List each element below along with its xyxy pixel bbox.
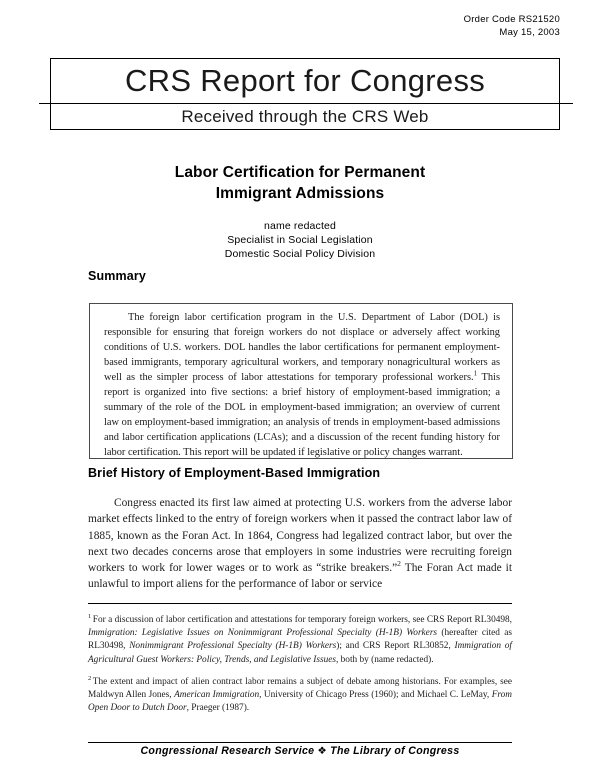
section-heading-summary: Summary [88,269,147,283]
footnote-title-italic: From Open Door to Dutch Door [88,690,513,714]
footnote-text: , Praeger (1987). [186,703,250,714]
footer-rule [88,742,512,743]
summary-box [89,303,513,459]
order-code: Order Code RS21520 [463,14,560,25]
footnote-number: 2 [88,674,92,682]
footnote-entry [88,676,512,716]
banner-title: CRS Report for Congress [124,63,486,98]
footnote-text: The extent and impact of alien contract labor remains a subject of debate among historians. For examples, see Maldwyn Allen Jones, [88,676,512,701]
author-title: Specialist in Social Legislation [227,234,373,247]
footnote-title-italic: Nonimmigrant Professional Specialty (H-1B) Workers [129,641,337,652]
footnote-text: , both by (name redacted). [336,654,434,665]
footer-right-text: The Library of Congress [330,745,460,757]
footer-left-text: Congressional Research Service [140,745,315,757]
summary-footnote-marker: 1 [473,369,478,378]
footnote-entry [88,614,512,667]
page-footer [88,745,512,757]
author-division: Domestic Social Policy Division [224,248,376,261]
footnote-text: For a discussion of labor certification and attestations for temporary foreign workers, see CRS Report RL30498, [92,615,512,625]
footnote-number: 1 [88,612,92,620]
diamond-icon: ❖ [317,745,328,757]
body-text-part-2: The Foran Act made it unlawful to import aliens for the performance of labor or service [88,562,512,591]
footnote-text: (hereafter cited as RL30498, [88,628,513,652]
page-title-line-2: Immigrant Admissions [215,185,385,202]
footnotes-list [88,614,512,724]
section-heading-brief-history: Brief History of Employment-Based Immigration [88,466,381,480]
footnote-title-italic: American Immigration [174,690,260,701]
body-footnote-marker: 2 [397,559,401,569]
banner-subtitle: Received through the CRS Web [181,107,429,126]
body-paragraph [88,495,512,593]
summary-text-part-2: This report is organized into five sections: a brief history of employment-based immigration; a summary of the role of the DOL in employment-based immigration; an overview of current law on employment-based immigration; an analysis of trends in employment-based admissions and labor certification applications (LCAs); and a discussion of the recent funding history for labor certification. This report will be updated if legislative or policy changes warrant. [104,372,500,459]
summary-text-part-1: The foreign labor certification program in the U.S. Department of Labor (DOL) is responsible for ensuring that foreign workers do not displace or adversely affect working conditions of U.S. workers. DOL handles the labor certifications for permanent employment-based immigrants, temporary agricultural workers, and temporary nonagricultural workers as well as the simpler process of labor attestations for temporary professional workers. [104,312,500,384]
footnote-title-italic: Immigration of Agricultural Guest Workers: Policy, Trends, and Legislative Issues [88,641,512,665]
report-date: May 15, 2003 [499,26,560,38]
byline [88,219,512,262]
order-code-block [464,14,560,39]
footnote-text: , University of Chicago Press (1960); and Michael C. LeMay, [259,690,492,701]
page-title [88,162,512,204]
crs-banner [50,58,560,130]
summary-paragraph [104,310,500,460]
footnote-text: ); and CRS Report RL30852, [336,641,455,652]
author-name: name redacted [264,220,336,232]
body-text-part-1: Congress enacted its first law aimed at protecting U.S. workers from the adverse labor market effects linked to the entry of foreign workers when it passed the contract labor law of 1885, known as the Foran Act. In 1864, Congress had legalized contract labor, but over the next two decades concerns arose that employers in some industries were recruiting foreign workers to work for lower wages or to work as “strike breakers.” [88,497,512,575]
footnote-title-italic: Immigration: Legislative Issues on Nonimmigrant Professional Specialty (H-1B) Workers [88,628,438,639]
footnote-separator-rule [88,603,512,604]
page-title-line-1: Labor Certification for Permanent [174,164,426,181]
